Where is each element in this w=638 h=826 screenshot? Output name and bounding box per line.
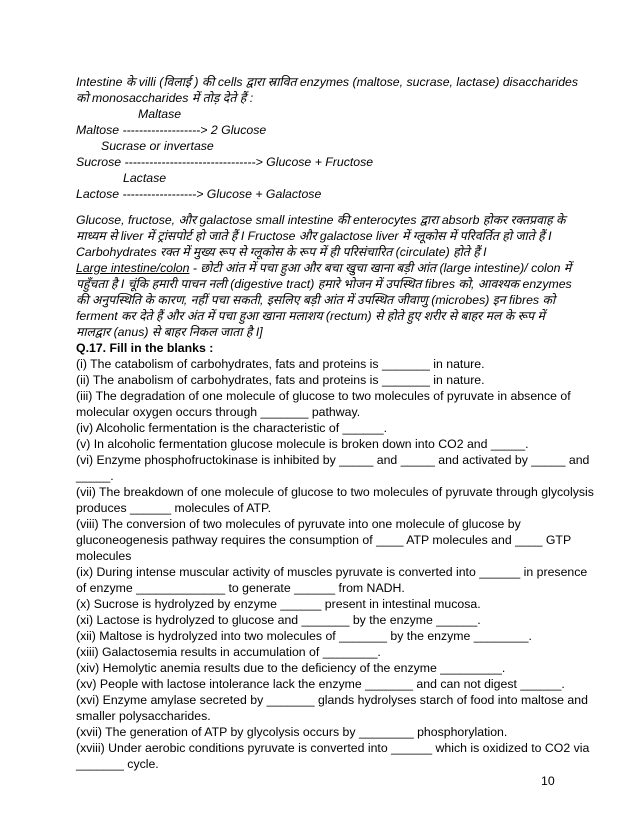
question-line: (xv) People with lactose intolerance lack the enzyme _______ and can not digest ______. [76,677,565,691]
question-line: _______ cycle. [76,757,159,771]
question-line: (x) Sucrose is hydrolyzed by enzyme ______ present in intestinal mucosa. [76,597,481,611]
page-number: 10 [541,774,555,788]
intro-line-1: Intestine के villi (विलाई ) की cells द्वारा स्रावित enzymes (maltose, sucrase, lactase) disaccharides [76,75,579,89]
absorption-paragraph [76,212,576,340]
absorption-line-5: पहुँचता है I चूंकि हमारी पाचन नली (digestive tract) हमारे भोजन में उपस्थित fibres को, आवश्यक enzymes [76,277,572,291]
question-line: (ix) During intense muscular activity of muscles pyruvate is converted into ______ in presence [76,565,588,579]
sucrase-label: Sucrase or invertase [101,139,214,153]
absorption-line-8: मालद्वार (anus) से बाहर निकल जाता है I] [76,325,263,339]
absorption-line-2: माध्यम से liver में ट्रांसपोर्ट हो जाते हैं I Fructose और galactose liver में ग्लूकोस में परिवर्तित हो जाते हैं I [76,229,552,243]
absorption-line-7: ferment कर देते हैं और अंत में पचा हुआ खाना मलाशय (rectum) से होते हुए शरीर से बाहर मल के रूप में [76,309,545,323]
question-line: (xiii) Galactosemia results in accumulation of ________. [76,645,381,659]
enzyme-reactions [76,106,576,202]
question-line: (xi) Lactose is hydrolyzed to glucose and _______ by the enzyme ______. [76,613,481,627]
question-line: (v) In alcoholic fermentation glucose molecule is broken down into CO2 and _____. [76,437,529,451]
question-line: (xii) Maltose is hydrolyzed into two molecules of _______ by the enzyme ________. [76,629,532,643]
question-line: (xiv) Hemolytic anemia results due to the deficiency of the enzyme _________. [76,661,506,675]
lactase-label: Lactase [123,171,167,185]
question-line: (viii) The conversion of two molecules of pyruvate into one molecule of glucose by [76,517,521,531]
intro-line-2: को monosaccharides में तोड़ देते हैं : [76,91,254,105]
question-line: produces ______ molecules of ATP. [76,501,272,515]
question-line: (xvii) The generation of ATP by glycolysis occurs by ________ phosphorylation. [76,725,508,739]
question-line: (vi) Enzyme phosphofructokinase is inhibited by _____ and _____ and activated by _____ and [76,453,590,467]
absorption-line-4 [76,260,576,276]
question-line: (xvi) Enzyme amylase secreted by _______ glands hydrolyses starch of food into maltose and [76,693,588,707]
lactose-equation: Lactose ------------------> Glucose + Galactose [76,187,322,201]
question-line: _____. [76,469,114,483]
question-line: molecular oxygen occurs through _______ pathway. [76,405,361,419]
question-line: smaller polysaccharides. [76,709,211,723]
absorption-line-3: Carbohydrates रक्त में मुख्य रूप से ग्लूकोस के रूप में ही परिसंचारित (circulate) होते हैं I [76,245,487,259]
absorption-line-6: की अनुपस्थिति के कारण, नहीं पचा सकती, इसलिए बड़ी आंत में उपस्थित जीवाणु (microbes) इन fibres को [76,293,556,307]
large-intestine-term: Large intestine/colon [76,261,190,275]
question-17 [76,340,594,772]
question-line: molecules [76,549,132,563]
question-heading: Q.17. Fill in the blanks : [76,341,214,355]
question-line: (ii) The anabolism of carbohydrates, fats and proteins is _______ in nature. [76,373,485,387]
intro-paragraph [76,74,579,106]
absorption-line-4-rest: - छोटी आंत में पचा हुआ और बचा खुचा खाना बड़ी आंत (large intestine)/ colon में [189,261,572,275]
question-line: of enzyme _____________ to generate ______ from NADH. [76,581,405,595]
sucrose-equation: Sucrose --------------------------------> Glucose + Fructose [76,155,374,169]
question-line: gluconeogenesis pathway requires the consumption of ____ ATP molecules and ____ GTP [76,533,572,547]
question-line: (vii) The breakdown of one molecule of glucose to two molecules of pyruvate through glycolysis [76,485,594,499]
maltase-label: Maltase [138,107,182,121]
question-line: (iv) Alcoholic fermentation is the characteristic of ______. [76,421,387,435]
question-line: (xviii) Under aerobic conditions pyruvate is converted into ______ which is oxidized to CO2 via [76,741,590,755]
absorption-line-1: Glucose, fructose, और galactose small intestine की enterocytes द्वारा absorb होकर रक्तप्रवाह के [76,213,566,227]
question-line: (iii) The degradation of one molecule of glucose to two molecules of pyruvate in absence of [76,389,571,403]
maltose-equation: Maltose -------------------> 2 Glucose [76,123,267,137]
question-line: (i) The catabolism of carbohydrates, fats and proteins is _______ in nature. [76,357,485,371]
